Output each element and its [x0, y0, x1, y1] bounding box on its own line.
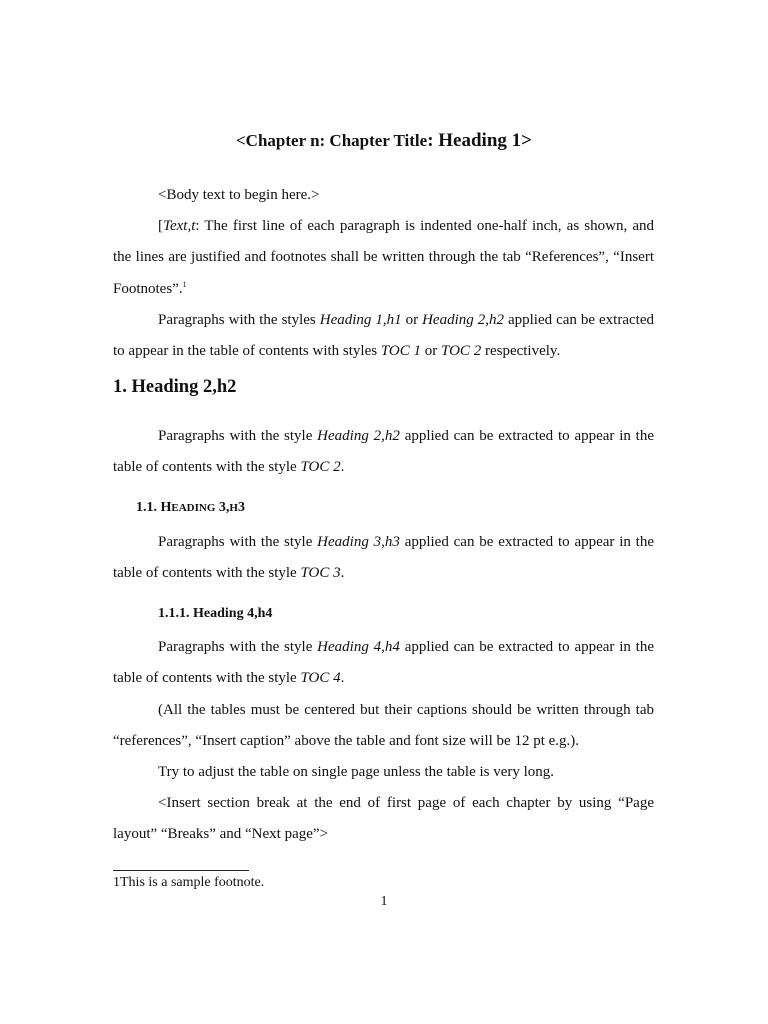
chapter-title-heading-style: : Heading 1>	[427, 130, 532, 151]
para-break-line-1: <Insert section break at the end of first page of each chapter by using “Page	[158, 795, 654, 811]
para-tables-line-2: “references”, “Insert caption” above the table and font size will be 12 pt e.g.).	[113, 733, 580, 749]
para-h4-line-1: Paragraphs with the style Heading 4,h4 applied can be extracted to appear in the	[158, 639, 654, 655]
para-toc-line-2: to appear in the table of contents with styles TOC 1 or TOC 2 respectively.	[113, 343, 561, 359]
para-h4-line-2: table of contents with the style TOC 4.	[113, 670, 345, 686]
chapter-title	[0, 130, 768, 152]
para-h2-line-1: Paragraphs with the style Heading 2,h2 applied can be extracted to appear in the	[158, 428, 654, 444]
para-text-line-1: [Text,t: The first line of each paragraph is indented one-half inch, as shown, and	[158, 218, 654, 234]
para-h2-line-2: table of contents with the style TOC 2.	[113, 459, 345, 475]
para-text-line-3: Footnotes”.$^1$	[113, 280, 187, 297]
para-text-line-2: the lines are justified and footnotes shall be written through the tab “References”, “Insert	[113, 249, 654, 265]
para-toc-line-1: Paragraphs with the styles Heading 1,h1 or Heading 2,h2 applied can be extracted	[158, 312, 654, 328]
para-tables-line-1: (All the tables must be centered but their captions should be written through tab	[158, 702, 654, 718]
heading-4: 1.1.1. Heading 4,h4	[158, 606, 273, 621]
footnote-separator	[113, 870, 249, 871]
heading-3: 1.1. HEADING 3,H3	[136, 500, 245, 515]
footnote-text: 1This is a sample footnote.	[113, 875, 265, 890]
chapter-title-main: <Chapter n: Chapter Title	[236, 131, 428, 150]
heading-2: 1. Heading 2,h2	[113, 377, 237, 397]
para-h3-line-2: table of contents with the style TOC 3.	[113, 565, 345, 581]
footnote-reference[interactable]: 1	[182, 280, 187, 289]
para-break-line-2: layout” “Breaks” and “Next page”>	[113, 826, 329, 842]
body-start-text: <Body text to begin here.>	[158, 187, 320, 203]
para-single-page: Try to adjust the table on single page unless the table is very long.	[158, 764, 555, 780]
para-h3-line-1: Paragraphs with the style Heading 3,h3 applied can be extracted to appear in the	[158, 534, 654, 550]
page-number: 1	[380, 894, 388, 909]
